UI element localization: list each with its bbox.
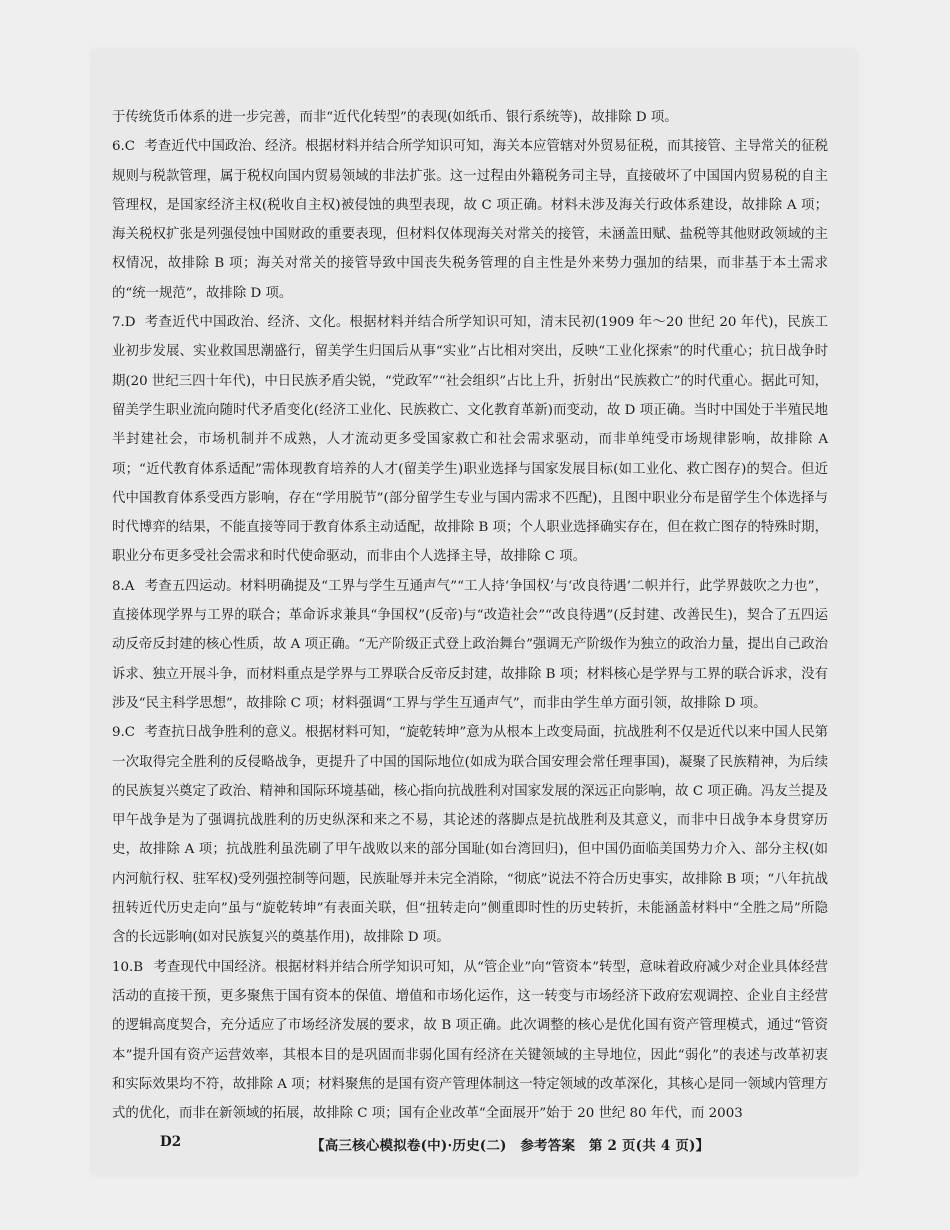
item-number: 10.B (112, 959, 144, 975)
item-text: 考查现代中国经济。根据材料并结合所学知识可知，从“管企业”向“管资本”转型，意味着政府减少对企业具体经营活动的直接干预，更多聚焦于国有资本的保值、增值和市场化运作，这一转变与市场经济下政府宏观调控、企业自主经营的逻辑高度契合，充分适应了市场经济发展的要求，故 B 项正确。此次调整的核心是优化国有资产管理模式，通过“管资本”提升国有资产运营效率，其根本目的是巩固而非弱化国有经济在关键领域的主导地位，因此“弱化”的表述与改革初衷和实际效果均不符，故排除 A 项；材料聚焦的是国有资产管理体制这一特定领域的改革深化，其核心是同一领域内管理方式的优化，而非在新领域的拓展，故排除 C 项；国有企业改革“全面展开”始于 20 世纪 80 年代，而 2003 (112, 959, 828, 1122)
item-number: 8.A (112, 578, 135, 594)
answer-item-9 (112, 718, 828, 952)
item-number: 7.D (112, 315, 136, 331)
item-number: 9.C (112, 725, 136, 741)
answer-item-10 (112, 953, 828, 1129)
answer-item-6 (112, 132, 828, 308)
item-number: 6.C (112, 139, 136, 155)
item-text: 考查近代中国政治、经济、文化。根据材料并结合所学知识可知，清末民初(1909 年～20 世纪 20 年代)，民族工业初步发展、实业救国思潮盛行，留美学生归国后从事“实业”占比相对突出，反映“工业化探索”的时代重心；抗日战争时期(20 世纪三四十年代)，中日民族矛盾尖锐，“党政军”“社会组织”占比上升，折射出“民族救亡”的时代重心。据此可知，留美学生职业流向随时代矛盾变化(经济工业化、民族救亡、文化教育革新)而变动，故 D 项正确。当时中国处于半殖民地半封建社会，市场机制并不成熟，人才流动更多受国家救亡和社会需求驱动，而非单纯受市场规律影响，故排除 A 项；“近代教育体系适配”需体现教育培养的人才(留美学生)职业选择与国家发展目标(如工业化、救亡图存)的契合。但近代中国教育体系受西方影响，存在“学用脱节”(部分留学生专业与国内需求不匹配)，且图中职业分布是留学生个体选择与时代博弈的结果，不能直接等同于教育体系主动适配，故排除 B 项；个人职业选择确实存在，但在救亡图存的特殊时期，职业分布更多受社会需求和时代使命驱动，而非由个人选择主导，故排除 C 项。 (112, 315, 828, 565)
footer-title: 【高三核心模拟卷(中)·历史(二) 参考答案 第 2 页(共 4 页)】 (311, 1138, 710, 1154)
intro-paragraph: 于传统货币体系的进一步完善，而非“近代化转型”的表现(如纸币、银行系统等)，故排除 D 项。 (112, 110, 678, 125)
answer-item-8 (112, 572, 828, 718)
answer-item-7 (112, 308, 828, 572)
item-text: 考查近代中国政治、经济。根据材料并结合所学知识可知，海关本应管辖对外贸易征税，而其接管、主导常关的征税规则与税款管理，属于税权向国内贸易领域的非法扩张。这一过程由外籍税务司主导，直接破坏了中国国内贸易税的自主管理权，是国家经济主权(税收自主权)被侵蚀的典型表现，故 C 项正确。材料未涉及海关行政体系建设，故排除 A 项；海关税权扩张是列强侵蚀中国财政的重要表现，但材料仅体现海关对常关的接管，未涵盖田赋、盐税等其他财政领域的主权情况，故排除 B 项；海关对常关的接管导致中国丧失税务管理的自主性是外来势力强加的结果，而非基于本土需求的“统一规范”，故排除 D 项。 (112, 139, 829, 301)
answer-content (112, 103, 828, 1128)
item-text: 考查五四运动。材料明确提及“工界与学生互通声气”“工人持‘争国权’与‘改良待遇’二帜并行，此学界鼓吹之力也”，直接体现学界与工界的联合；革命诉求兼具“争国权”(反帝)与“改造社会”“改良待遇”(反封建、改善民生)，契合了五四运动反帝反封建的核心性质，故 A 项正确。“无产阶级正式登上政治舞台”强调无产阶级作为独立的政治力量，提出自己政治诉求、独立开展斗争，而材料重点是学界与工界联合反帝反封建，故排除 B 项；材料核心是学界与工界的联合诉求，没有涉及“民主科学思想”，故排除 C 项；材料强调“工界与学生互通声气”，而非由学生单方面引领，故排除 D 项。 (112, 578, 829, 711)
item-text: 考查抗日战争胜利的意义。根据材料可知，“旋乾转坤”意为从根本上改变局面，抗战胜利不仅是近代以来中国人民第一次取得完全胜利的反侵略战争，更提升了中国的国际地位(如成为联合国安理会常任理事国)，凝聚了民族精神，为后续的民族复兴奠定了政治、精神和国际环境基础，核心指向抗战胜利对国家发展的深远正向影响，故 C 项正确。冯友兰提及甲午战争是为了强调抗战胜利的历史纵深和来之不易，其论述的落脚点是抗战胜利及其意义，而非中日战争本身贯穿历史，故排除 A 项；抗战胜利虽洗刷了甲午战败以来的部分国耻(如台湾回归)，但中国仍面临美国势力介入、部分主权(如内河航行权、驻军权)受列强控制等问题，民族耻辱并未完全消除，“彻底”说法不符合历史事实，故排除 B 项；“八年抗战扭转近代历史走向”虽与“旋乾转坤”有表面关联，但“扭转走向”侧重即时性的历史转折，未能涵盖材料中“全胜之局”所隐含的长远影响(如对民族复兴的奠基作用)，故排除 D 项。 (112, 725, 828, 946)
paper-code: D2 (160, 1134, 182, 1150)
